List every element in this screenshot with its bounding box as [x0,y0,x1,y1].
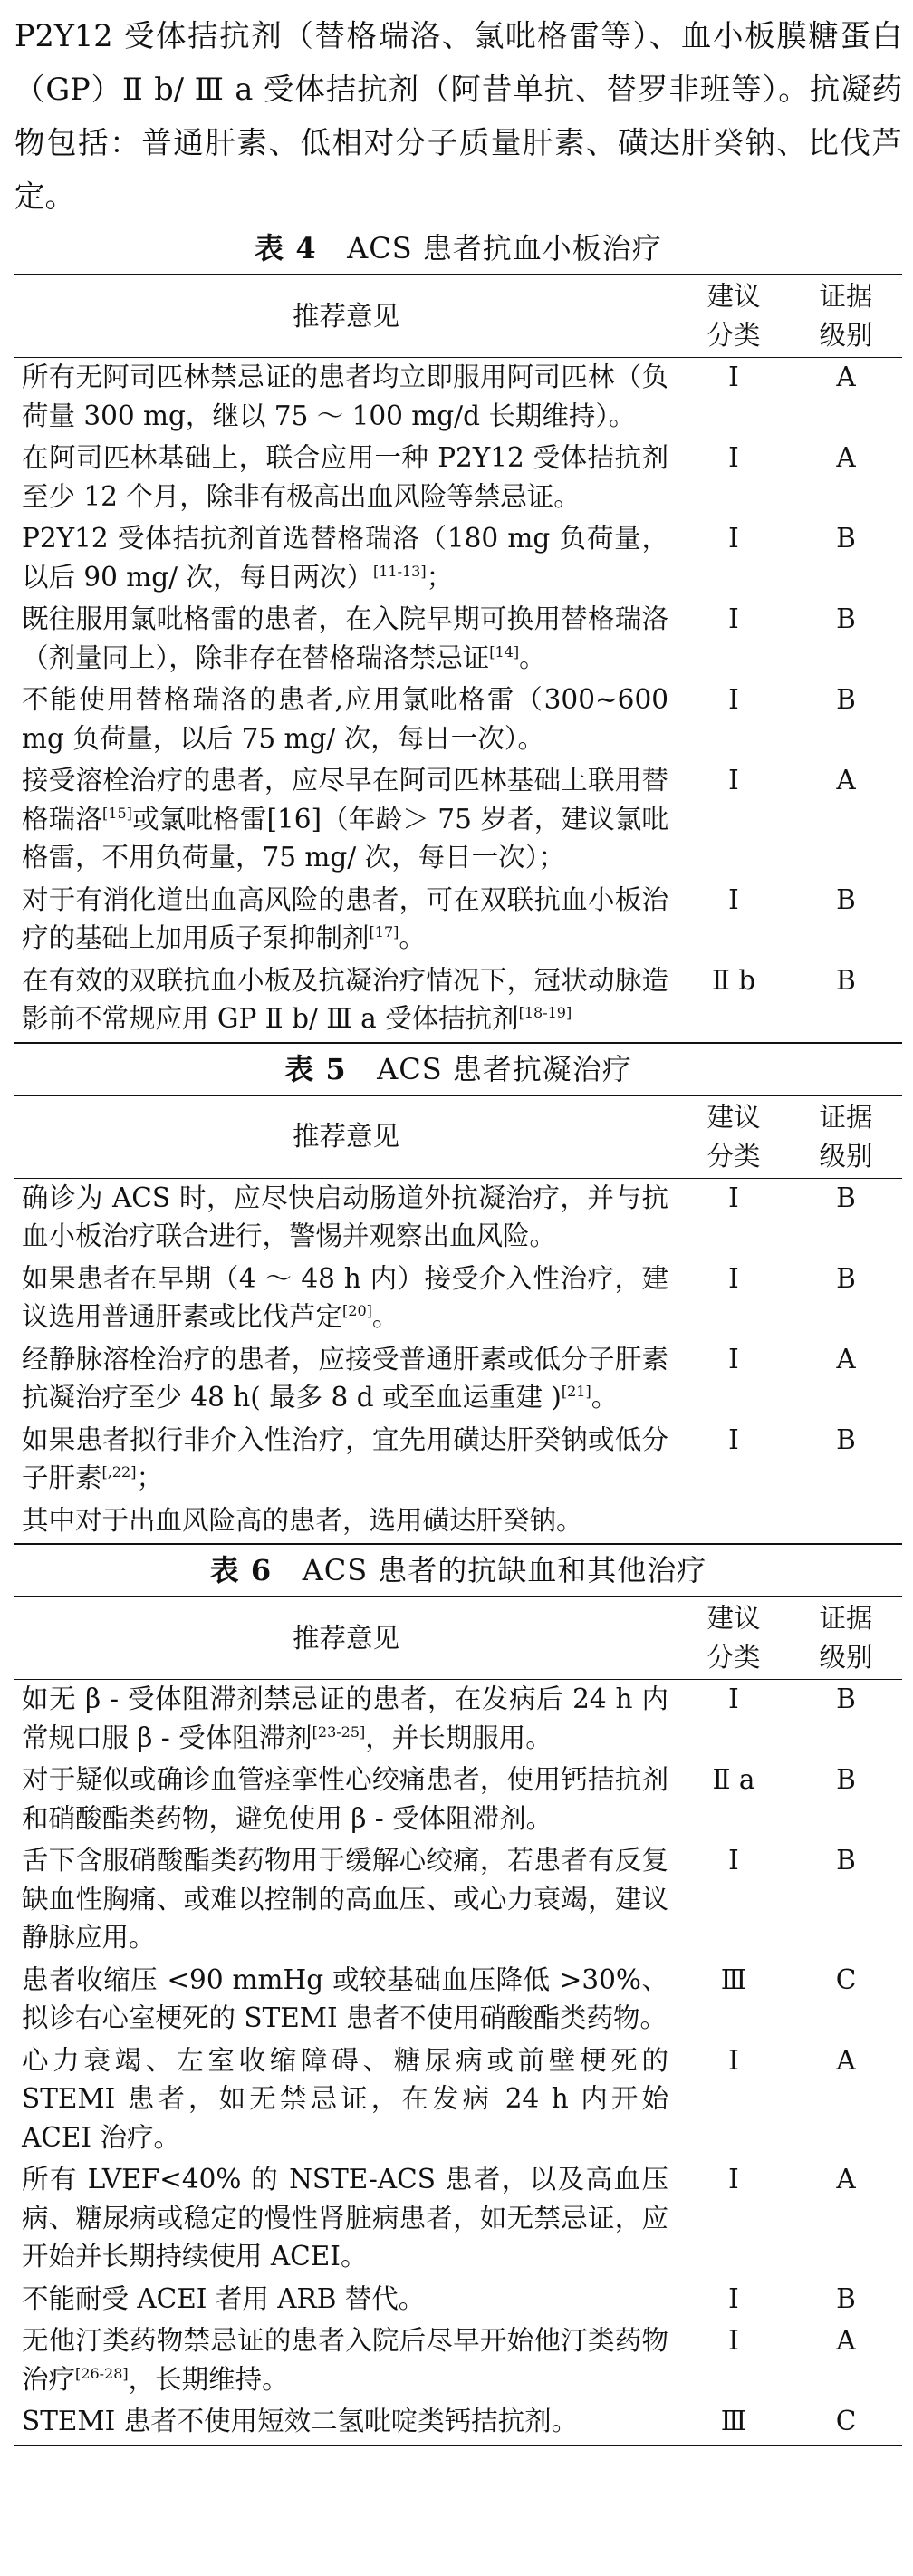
recommendation-table [14,1596,902,2446]
citation-ref: [17] [369,923,399,941]
citation-ref: [11-13] [372,562,427,580]
table-row [14,2321,902,2402]
recommendation-cell [14,1259,678,1340]
citation-ref: [14] [489,642,520,661]
recommendation-cell [14,881,678,961]
header-class [678,1597,790,1680]
table-row [14,961,902,1043]
recommendation-cell [14,519,678,600]
evidence-level-cell: B [836,883,856,915]
recommendation-cell [14,2041,678,2161]
recommendation-text: 心力衰竭、左室收缩障碍、糖尿病或前壁梗死的 STEMI 患者，如无禁忌证，在发病 24 h 内开始 ACEI 治疗。 [22,2044,668,2153]
evidence-level-cell: B [836,1684,856,1714]
header-class-text: 建议分类 [706,1101,761,1172]
table-row [14,1761,902,1841]
class-cell: Ⅱ a [712,1764,755,1795]
class-cell: Ⅰ [728,1343,739,1375]
class-cell: Ⅰ [728,2164,739,2195]
recommendation-cell [14,1340,678,1421]
evidence-level-cell: B [836,523,856,554]
recommendation-cell [14,761,678,881]
citation-ref: [15] [102,804,132,822]
evidence-level-cell: A [836,1343,856,1375]
recommendation-table [14,274,902,1044]
table-row [14,1259,902,1340]
evidence-level-cell: A [836,2164,856,2195]
evidence-level-cell: C [835,1963,857,1995]
table-row [14,358,902,439]
recommendation-tail: 。 [371,1301,399,1332]
recommendation-text: 既往服用氯吡格雷的患者，在入院早期可换用替格瑞洛（剂量同上），除非存在替格瑞洛禁忌证 [22,603,668,673]
citation-ref: [,22] [101,1463,137,1481]
recommendation-cell [14,2280,678,2322]
citation-ref: [21] [561,1383,591,1401]
evidence-level-cell: A [836,2044,856,2076]
recommendation-text: 确诊为 ACS 时，应尽快启动肠道外抗凝治疗，并与抗血小板治疗联合进行，警惕并观察出血风险。 [22,1182,668,1251]
citation-ref: [23-25] [312,1722,366,1741]
evidence-level-cell: B [836,1764,856,1795]
evidence-level-cell: B [836,1262,856,1294]
header-evidence-level-text: 证据级别 [819,1101,873,1172]
recommendation-cell [14,2402,678,2446]
table-row [14,1841,902,1961]
header-evidence-level [790,1095,902,1179]
header-evidence-level [790,1597,902,1680]
evidence-level-cell: B [836,1423,856,1455]
recommendation-text: 不能使用替格瑞洛的患者,应用氯吡格雷（300~600 mg 负荷量，以后 75 mg/ 次，每日一次）。 [22,684,668,754]
recommendation-cell [14,1761,678,1841]
header-recommendation: 推荐意见 [14,1597,678,1680]
evidence-level-cell [790,1501,902,1545]
table-title: ACS 患者的抗缺血和其他治疗 [302,1553,707,1587]
recommendation-text: 其中对于出血风险高的患者，选用磺达肝癸钠。 [22,1504,583,1536]
class-cell: Ⅰ [728,1845,739,1876]
recommendation-cell [14,439,678,519]
class-cell: Ⅲ [720,1963,747,1995]
recommendation-text: 如无 β - 受体阻滞剂禁忌证的患者，在发病后 24 h 内常规口服 β - 受体阻滞剂 [22,1684,668,1753]
recommendation-text: STEMI 患者不使用短效二氢吡啶类钙拮抗剂。 [22,2406,579,2436]
class-cell: Ⅰ [728,2044,739,2076]
evidence-level-cell: C [835,2406,857,2436]
table-row [14,1340,902,1421]
evidence-level-cell: B [836,2282,856,2314]
evidence-level-cell: B [836,1845,856,1876]
class-cell: Ⅰ [728,442,739,473]
table-caption [14,223,902,274]
recommendation-text: 在阿司匹林基础上，联合应用一种 P2Y12 受体拮抗剂至少 12 个月，除非有极高出血风险等禁忌证。 [22,442,668,512]
recommendation-tail: ； [426,561,454,593]
table-row [14,519,902,600]
table-row [14,2402,902,2446]
evidence-level-cell: B [836,684,856,715]
header-evidence-level-text: 证据级别 [819,281,873,351]
recommendation-tail: 。 [519,642,546,673]
class-cell: Ⅰ [728,2325,739,2356]
header-recommendation: 推荐意见 [14,1095,678,1179]
recommendation-tail: 。 [591,1382,619,1413]
recommendation-text: 舌下含服硝酸酯类药物用于缓解心绞痛，若患者有反复缺血性胸痛、或难以控制的高血压、或心力衰竭，建议静脉应用。 [22,1845,668,1953]
recommendation-text: 不能耐受 ACEI 者用 ARB 替代。 [22,2282,426,2314]
evidence-level-cell: A [836,442,856,473]
recommendation-text: 所有无阿司匹林禁忌证的患者均立即服用阿司匹林（负荷量 300 mg，继以 75 ～ 100 mg/d 长期维持）。 [22,362,668,431]
intro-paragraph [14,9,902,223]
recommendation-tail: ，长期维持。 [128,2363,289,2395]
evidence-level-cell: A [836,765,856,796]
recommendation-tail: ； [136,1462,163,1493]
recommendation-text: 在有效的双联抗血小板及抗凝治疗情况下，冠状动脉造影前不常规应用 GP Ⅱ b/ Ⅲ a 受体拮抗剂 [22,964,668,1034]
class-cell: Ⅰ [728,1423,739,1455]
class-cell: Ⅰ [728,1262,739,1294]
evidence-level-cell: A [836,2325,856,2356]
recommendation-cell [14,1841,678,1961]
recommendation-text: 经静脉溶栓治疗的患者，应接受普通肝素或低分子肝素抗凝治疗至少 48 h( 最多 8 d 或至血运重建 ) [22,1343,668,1413]
header-recommendation: 推荐意见 [14,275,678,358]
class-cell: Ⅰ [728,603,739,634]
recommendation-text: 接受溶栓治疗的患者，应尽早在阿司匹林基础上联用替格瑞洛 [22,765,668,835]
recommendation-cell [14,2321,678,2402]
class-cell [678,1501,790,1545]
recommendation-cell [14,680,678,761]
class-cell: Ⅱ b [711,964,756,996]
recommendation-cell [14,1501,678,1545]
table-caption [14,1044,902,1095]
recommendation-tail: ，并长期服用。 [365,1722,553,1753]
evidence-level-cell: B [836,1182,856,1213]
recommendation-cell [14,1421,678,1501]
class-cell: Ⅰ [728,523,739,554]
evidence-level-cell: B [836,603,856,634]
table-row [14,2280,902,2322]
table-row [14,600,902,680]
class-cell: Ⅰ [728,883,739,915]
recommendation-text: 对于有消化道出血高风险的患者，可在双联抗血小板治疗的基础上加用质子泵抑制剂 [22,883,668,953]
recommendation-tail: 或氯吡格雷[16]（年龄＞ 75 岁者，建议氯吡格雷，不用负荷量，75 mg/ 次，每日一次）； [22,803,668,873]
recommendation-tail: 。 [399,922,426,953]
recommendation-cell [14,961,678,1043]
tables-container [14,223,902,2446]
recommendation-cell [14,358,678,439]
intro-text: P2Y12 受体拮抗剂（替格瑞洛、氯吡格雷等）、血小板膜糖蛋白（GP）Ⅱ b/ Ⅲ a 受体拮抗剂（阿昔单抗、替罗非班等）。抗凝药物包括：普通肝素、低相对分子质量肝素、磺达肝癸钠、比伐芦定。 [14,18,902,214]
table-row [14,680,902,761]
evidence-level-cell: B [836,964,856,996]
table-caption [14,1545,902,1596]
table-title: ACS 患者抗凝治疗 [377,1051,632,1086]
header-evidence-level [790,275,902,358]
recommendation-table [14,1095,902,1546]
recommendation-cell [14,2160,678,2280]
class-cell: Ⅰ [728,1182,739,1213]
table-row [14,2160,902,2280]
header-class-text: 建议分类 [706,281,761,351]
table-row [14,439,902,519]
class-cell: Ⅰ [728,362,739,392]
table-row [14,761,902,881]
recommendation-text: P2Y12 受体拮抗剂首选替格瑞洛（180 mg 负荷量，以后 90 mg/ 次，每日两次） [22,523,668,593]
class-cell: Ⅰ [728,2282,739,2314]
citation-ref: [20] [342,1302,372,1320]
recommendation-text: 所有 LVEF<40% 的 NSTE-ACS 患者，以及高血压病、糖尿病或稳定的慢性肾脏病患者，如无禁忌证，应开始并长期持续使用 ACEI。 [22,2164,668,2272]
recommendation-cell [14,1961,678,2041]
header-class-text: 建议分类 [706,1603,761,1673]
recommendation-cell [14,600,678,680]
table-row [14,1501,902,1545]
header-evidence-level-text: 证据级别 [819,1603,873,1673]
table-row [14,1421,902,1501]
class-cell: Ⅰ [728,765,739,796]
table-row [14,881,902,961]
recommendation-text: 无他汀类药物禁忌证的患者入院后尽早开始他汀类药物治疗 [22,2325,668,2395]
table-row [14,1680,902,1761]
recommendation-cell [14,1178,678,1259]
table-label: 表 5 [284,1051,347,1086]
recommendation-text: 如果患者拟行非介入性治疗，宜先用磺达肝癸钠或低分子肝素 [22,1423,668,1493]
table-label: 表 4 [255,231,317,265]
table-row [14,1178,902,1259]
evidence-level-cell: A [836,362,856,392]
header-class [678,1095,790,1179]
table-row [14,2041,902,2161]
recommendation-cell [14,1680,678,1761]
table-row [14,1961,902,2041]
class-cell: Ⅰ [728,1684,739,1714]
table-label: 表 6 [209,1553,273,1587]
class-cell: Ⅰ [728,684,739,715]
recommendation-text: 对于疑似或确诊血管痉挛性心绞痛患者，使用钙拮抗剂和硝酸酯类药物，避免使用 β - 受体阻滞剂。 [22,1764,668,1834]
header-class [678,275,790,358]
recommendation-text: 患者收缩压 <90 mmHg 或较基础血压降低 >30%、拟诊右心室梗死的 STEMI 患者不使用硝酸酯类药物。 [22,1963,668,2033]
citation-ref: [26-28] [75,2364,129,2382]
class-cell: Ⅲ [720,2406,747,2436]
table-title: ACS 患者抗血小板治疗 [347,231,662,265]
citation-ref: [18-19] [518,1004,572,1022]
recommendation-text: 如果患者在早期（4 ～ 48 h 内）接受介入性治疗，建议选用普通肝素或比伐芦定 [22,1262,668,1332]
